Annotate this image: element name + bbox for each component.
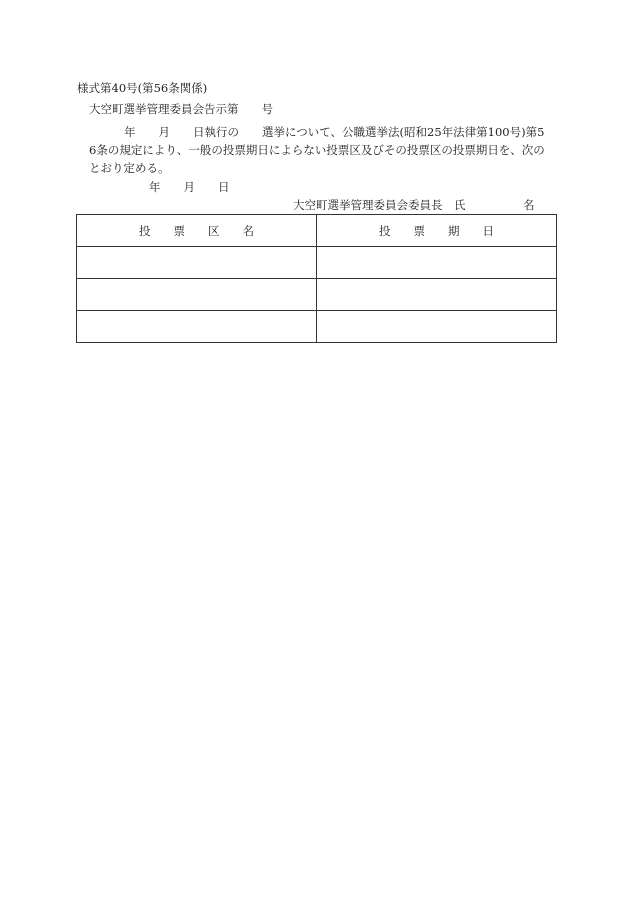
- table-row: [77, 247, 557, 279]
- notice-header: 大空町選挙管理委員会告示第 号: [89, 102, 273, 116]
- header-polling-district-name: 投 票 区 名: [77, 215, 317, 247]
- polling-schedule-table: [76, 214, 557, 343]
- date-line: 年 月 日: [149, 180, 230, 194]
- notice-body-line: 年 月 日執行の 選挙について、公職選挙法(昭和25年法律第100号)第5: [124, 125, 545, 139]
- polling-date-cell: [317, 279, 557, 311]
- polling-date-cell: [317, 247, 557, 279]
- polling-district-name-cell: [77, 247, 317, 279]
- notice-body-line: とおり定める。: [89, 161, 170, 175]
- table-row: [77, 311, 557, 343]
- table-header-row: [77, 215, 557, 247]
- form-number: 様式第40号(第56条関係): [77, 81, 208, 95]
- notice-body-line: 6条の規定により、一般の投票期日によらない投票区及びその投票区の投票期日を、次の: [89, 143, 545, 157]
- header-polling-date: 投 票 期 日: [317, 215, 557, 247]
- polling-district-name-cell: [77, 311, 317, 343]
- polling-date-cell: [317, 311, 557, 343]
- polling-district-name-cell: [77, 279, 317, 311]
- signature-line: 大空町選挙管理委員会委員長 氏 名: [293, 198, 535, 212]
- table-row: [77, 279, 557, 311]
